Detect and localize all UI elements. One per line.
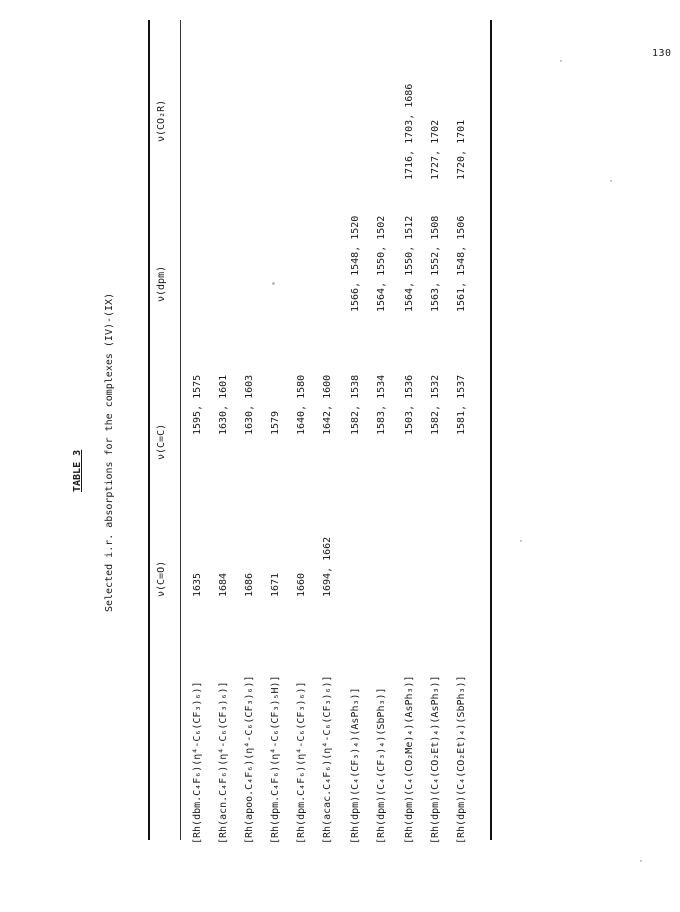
cell-complex: [Rh(apoo.C₄F₆)(η⁴-C₆(CF₃)₆)]: [244, 675, 255, 844]
table-header-rule: [180, 20, 181, 840]
cell-co2r: 1727, 1702: [430, 119, 441, 180]
cell-co: 1635: [192, 572, 203, 597]
header-nu-co: ν(C=O): [156, 560, 167, 597]
cell-dpm: 1561, 1548, 1506: [456, 215, 467, 312]
cell-cc: 1579: [270, 410, 281, 435]
scan-speck: [560, 60, 562, 62]
table-row: [456, 20, 480, 880]
table-caption: Selected i.r. absorptions for the complexes (IV)-(IX): [104, 292, 115, 612]
cell-complex: [Rh(acac.C₄F₆)(η⁴-C₆(CF₃)₆)]: [322, 675, 333, 844]
table-row: [244, 20, 268, 880]
table-row: [376, 20, 400, 880]
cell-complex: [Rh(dpm)(C₄(CF₃)₄)(SbPh₃)]: [376, 687, 387, 844]
scan-speck: [610, 180, 612, 182]
cell-complex: [Rh(dpm.C₄F₆)(η⁴-C₆(CF₃)₆)]: [296, 681, 307, 844]
cell-cc: 1630, 1601: [218, 374, 229, 435]
cell-cc: 1640, 1580: [296, 374, 307, 435]
scan-speck: [520, 540, 522, 542]
table-row: [430, 20, 454, 880]
cell-cc: 1582, 1532: [430, 374, 441, 435]
cell-complex: [Rh(dpm)(C₄(CF₃)₄)(AsPh₃)]: [350, 687, 361, 844]
table-row: [404, 20, 428, 880]
cell-co2r: 1716, 1703, 1686: [404, 83, 415, 180]
cell-complex: [Rh(dpm)(C₄(CO₂Et)₄)(AsPh₃)]: [430, 675, 441, 844]
header-nu-co2r: ν(CO₂R): [156, 99, 167, 142]
header-nu-dpm: ν(dpm): [156, 265, 167, 302]
header-nu-cc: ν(C=C): [156, 423, 167, 460]
cell-dpm: 1563, 1552, 1508: [430, 215, 441, 312]
table-row: [296, 20, 320, 880]
page-number: 130: [652, 48, 672, 59]
table-row: [192, 20, 216, 880]
table-top-rule: [148, 20, 150, 840]
cell-dpm: 1566, 1548, 1520: [350, 215, 361, 312]
table-row: [350, 20, 374, 880]
cell-dpm: 1564, 1550, 1512: [404, 215, 415, 312]
cell-co: 1684: [218, 572, 229, 597]
cell-complex: [Rh(dbm.C₄F₆)(η⁴-C₆(CF₃)₆)]: [192, 681, 203, 844]
cell-cc: 1503, 1536: [404, 374, 415, 435]
cell-co2r: 1720, 1701: [456, 119, 467, 180]
cell-cc: 1642, 1600: [322, 374, 333, 435]
cell-cc: 1595, 1575: [192, 374, 203, 435]
cell-co: 1671: [270, 572, 281, 597]
scan-speck: [272, 282, 275, 285]
cell-cc: 1581, 1537: [456, 374, 467, 435]
rotated-table-region: [72, 20, 660, 880]
table-row: [322, 20, 346, 880]
cell-dpm: 1564, 1550, 1502: [376, 215, 387, 312]
cell-cc: 1630, 1603: [244, 374, 255, 435]
cell-complex: [Rh(dpm.C₄F₆)(η⁴-C₆(CF₃)₅H)]: [270, 675, 281, 844]
cell-co: 1660: [296, 572, 307, 597]
cell-cc: 1582, 1538: [350, 374, 361, 435]
cell-complex: [Rh(acn.C₄F₆)(η⁴-C₆(CF₃)₆)]: [218, 681, 229, 844]
table-row: [218, 20, 242, 880]
cell-complex: [Rh(dpm)(C₄(CO₂Me)₄)(AsPh₃)]: [404, 675, 415, 844]
cell-co: 1694, 1662: [322, 536, 333, 597]
table-row: [270, 20, 294, 880]
cell-cc: 1583, 1534: [376, 374, 387, 435]
scan-speck: [640, 860, 642, 862]
table-bottom-rule: [490, 20, 492, 840]
table-label: TABLE 3: [72, 449, 83, 492]
cell-co: 1686: [244, 572, 255, 597]
cell-complex: [Rh(dpm)(C₄(CO₂Et)₄)(SbPh₃)]: [456, 675, 467, 844]
